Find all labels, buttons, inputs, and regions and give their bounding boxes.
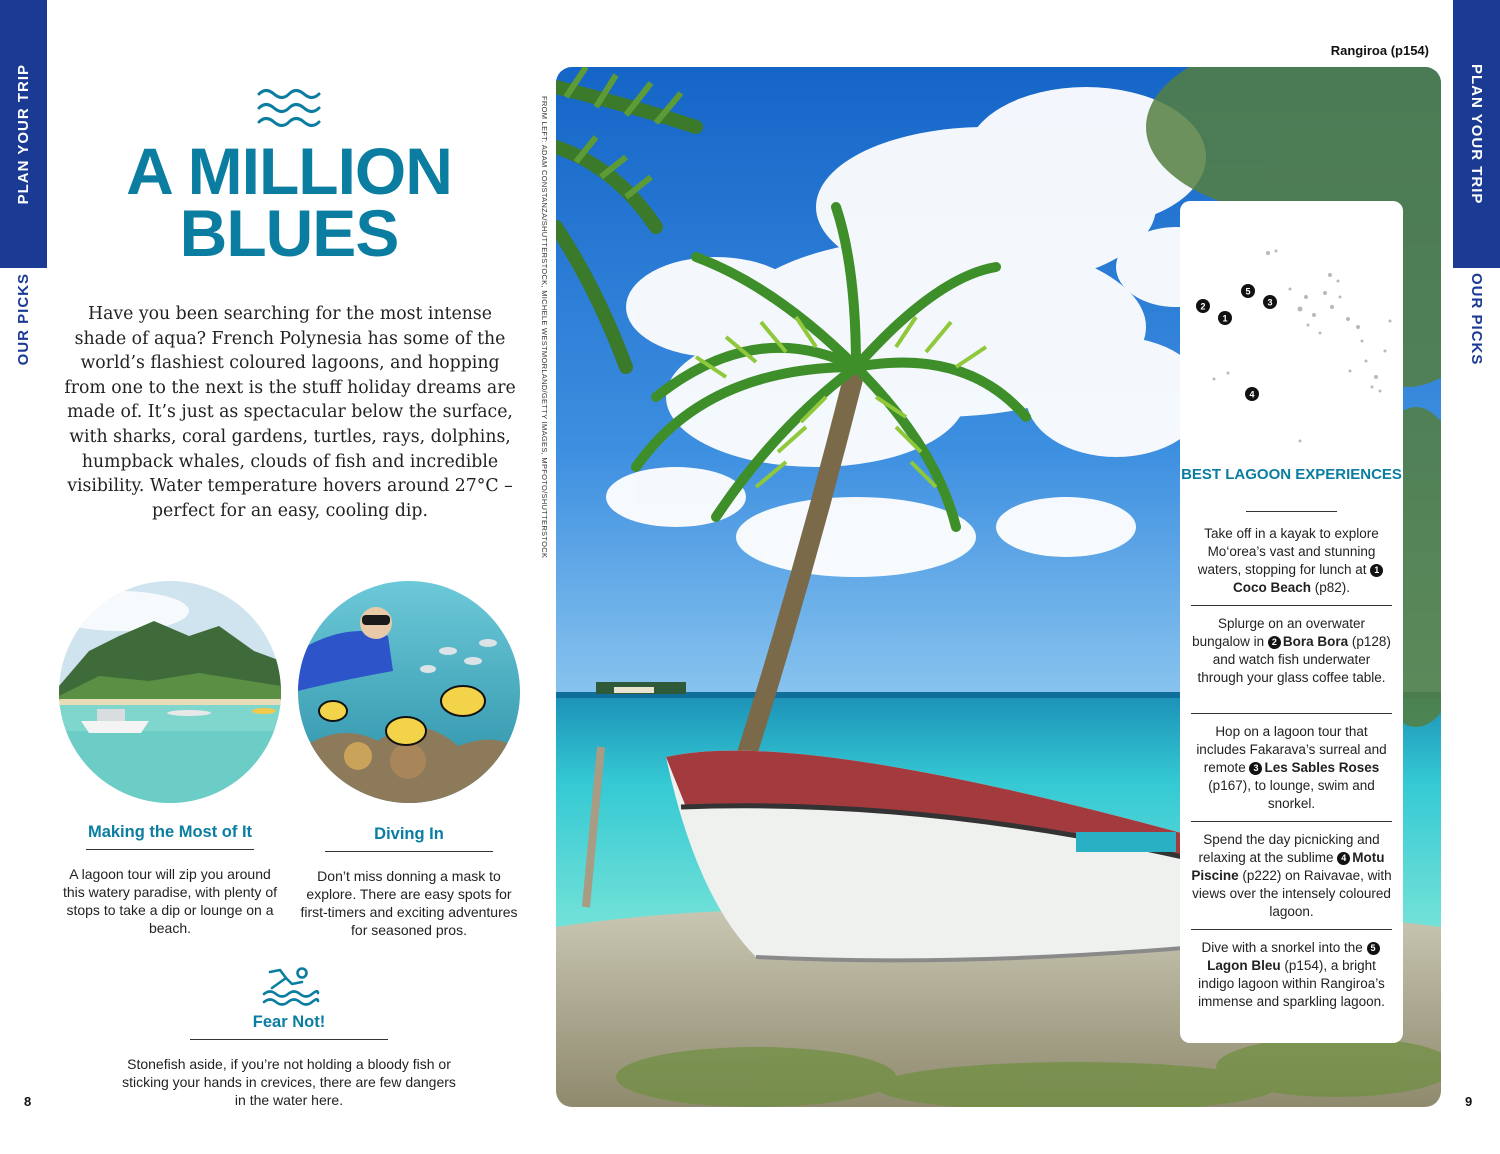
- panel-divider: [1191, 821, 1392, 822]
- svg-text:5: 5: [1245, 286, 1251, 297]
- page-number-right: 9: [1465, 1094, 1473, 1109]
- panel-divider: [1246, 511, 1337, 512]
- feature-divider: [190, 1039, 388, 1040]
- photo-credit: FROM LEFT: ADAM CONSTANZA/SHUTTERSTOCK, MICHELE WESTMORLAND/GETTY IMAGES, MPFOTO/SHUTTERSTOCK: [540, 96, 549, 559]
- experience-item: Splurge on an overwater bungalow in 2 Bora Bora (p128) and watch fish underwater through your glass coffee table.: [1192, 616, 1391, 685]
- islands-map: [1180, 201, 1403, 451]
- feature-text-fear-not: Stonefish aside, if you’re not holding a bloody fish or sticking your hands in crevices, there are few dangers in the water here.: [122, 1056, 456, 1108]
- lagoon-boat-photo: [59, 581, 281, 803]
- experience-item: Dive with a snorkel into the 5Lagon Bleu (p154), a bright indigo lagoon within Rangiroa’s immense and sparkling lagoon.: [1198, 940, 1385, 1009]
- feature-title-making-the-most: Making the Most of It: [87, 823, 253, 841]
- svg-text:2: 2: [1200, 301, 1206, 312]
- page-title: A MILLION BLUES: [126, 134, 452, 270]
- experience-item: Take off in a kayak to explore Mo‘orea’s vast and stunning waters, stopping for lunch at 1Coco Beach (p82).: [1191, 525, 1392, 597]
- panel-divider: [1191, 929, 1392, 930]
- intro-paragraph: Have you been searching for the most intense shade of aqua? French Polynesia has some of the world’s flashiest coloured lagoons, and hopping from one to the next is the stuff holiday dreams are made of. It’s just as spectacular below the surface, with sharks, coral gardens, turtles, rays, dolphins, humpback whales, clouds of fish and incredible visibility. Water temperature hovers around 27°C – perfect for an easy, cooling dip.: [64, 304, 516, 521]
- feature-title-fear-not: Fear Not!: [252, 1013, 326, 1031]
- page-number-left: 8: [24, 1094, 32, 1109]
- panel-divider: [1191, 713, 1392, 714]
- feature-title-diving-in: Diving In: [374, 825, 444, 843]
- feature-text-diving-in: Don’t miss donning a mask to explore. There are easy spots for first-timers and exciting adventures for seasoned pros.: [300, 868, 518, 938]
- subsection-label-right: OUR PICKS: [1468, 273, 1485, 366]
- panel-heading: BEST LAGOON EXPERIENCES: [1181, 466, 1402, 483]
- best-lagoon-panel: [1180, 201, 1403, 1043]
- feature-divider: [86, 849, 254, 850]
- experience-item: Hop on a lagoon tour that includes Fakarava’s surreal and remote 3 Les Sables Roses (p167), to lounge, swim and snorkel.: [1196, 724, 1387, 811]
- svg-text:4: 4: [1249, 389, 1255, 400]
- section-label-right: PLAN YOUR TRIP: [1468, 63, 1485, 205]
- photo-caption: Rangiroa (p154): [1330, 43, 1429, 58]
- experience-item: Spend the day picnicking and relaxing at the sublime 4 Motu Piscine (p222) on Raivavae, with views over the intensely coloured lagoon.: [1191, 832, 1392, 919]
- svg-text:3: 3: [1267, 297, 1273, 308]
- snorkeler-photo: [298, 581, 520, 803]
- feature-divider: [325, 851, 493, 852]
- waves-icon: [257, 86, 321, 130]
- svg-text:1: 1: [1222, 313, 1228, 324]
- subsection-label-left: OUR PICKS: [15, 273, 32, 366]
- feature-text-making-the-most: A lagoon tour will zip you around this watery paradise, with plenty of stops to take a dip or lounge on a beach.: [63, 866, 277, 936]
- panel-divider: [1191, 605, 1392, 606]
- section-label-left: PLAN YOUR TRIP: [15, 63, 32, 205]
- swimmer-icon: [262, 964, 320, 1006]
